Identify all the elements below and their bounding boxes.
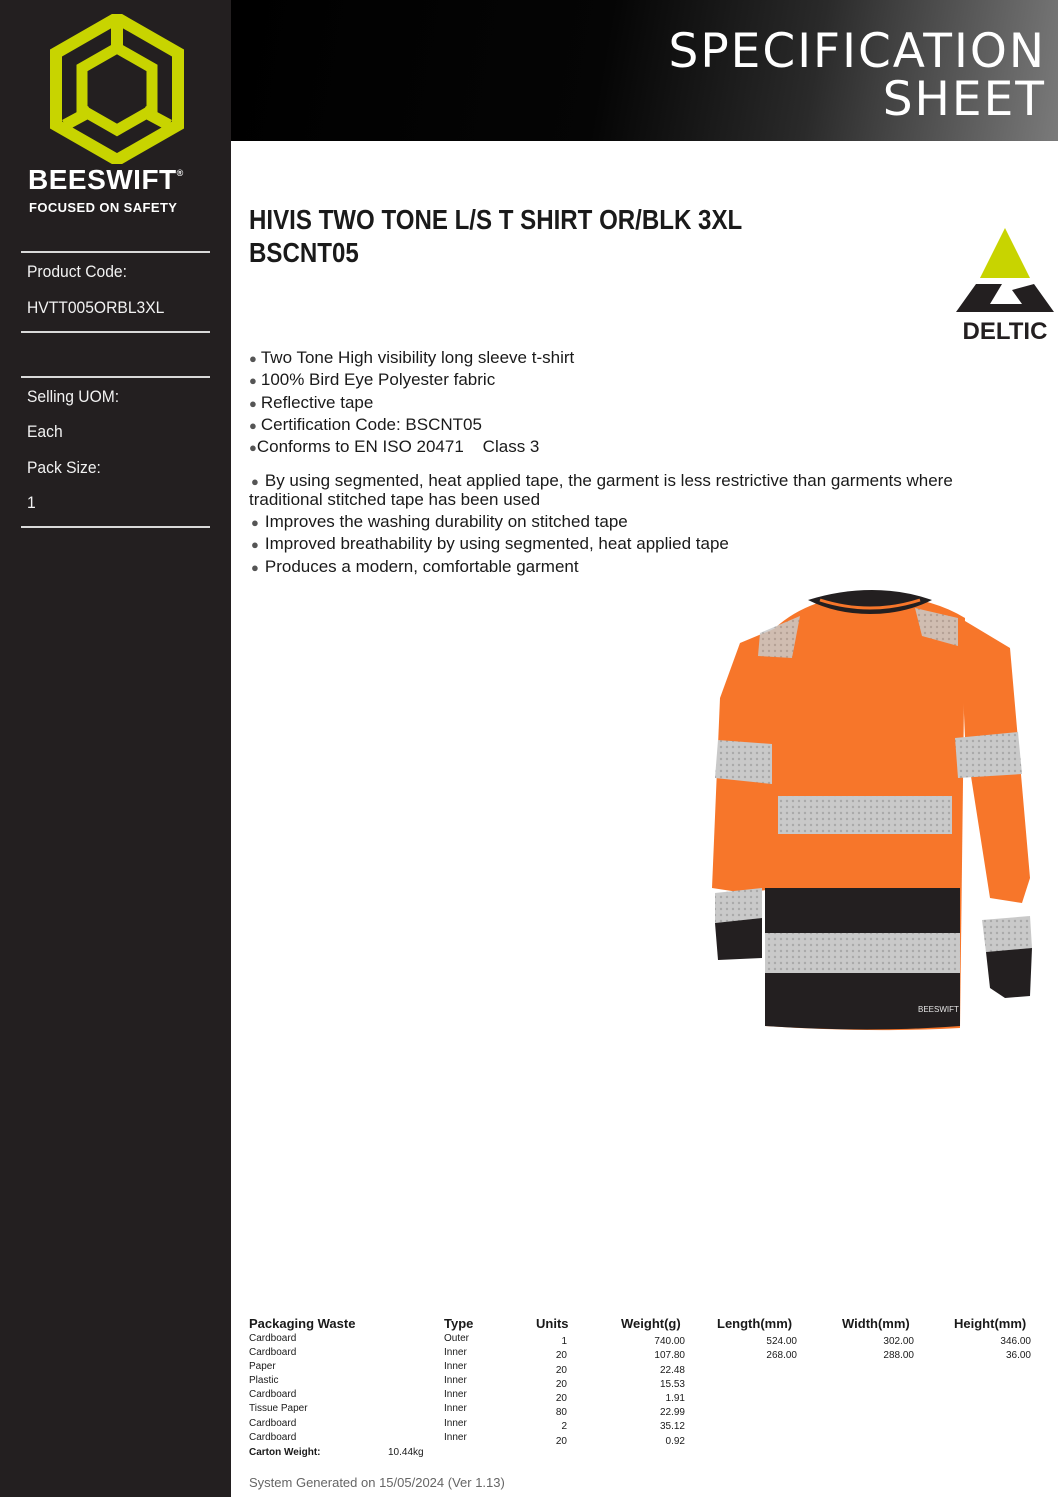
list-item: ● Produces a modern, comfortable garment bbox=[251, 556, 579, 576]
list-item: ● Reflective tape bbox=[249, 392, 374, 412]
width-cell: 288.00 bbox=[883, 1350, 914, 1361]
pack-size-label: Pack Size: bbox=[27, 458, 101, 477]
list-item: ● Two Tone High visibility long sleeve t-shirt bbox=[249, 348, 575, 367]
page-title: SPECIFICATION SHEET bbox=[668, 24, 1046, 127]
weight-cell: 1.91 bbox=[665, 1393, 685, 1404]
weight-cell: 107.80 bbox=[654, 1350, 685, 1361]
weight-cell: 22.99 bbox=[659, 1407, 685, 1418]
column-header: Height(mm) bbox=[954, 1316, 1027, 1331]
divider bbox=[21, 251, 210, 253]
units-cell: 20 bbox=[555, 1436, 567, 1447]
product-code-label: Product Code: bbox=[27, 262, 127, 281]
weight-cell: 740.00 bbox=[654, 1336, 685, 1347]
carton-weight-label: Carton Weight: bbox=[249, 1447, 321, 1458]
product-code-value: HVTT005ORBL3XL bbox=[27, 298, 165, 317]
type-cell: Inner bbox=[444, 1418, 467, 1429]
divider bbox=[21, 526, 210, 528]
type-cell: Inner bbox=[444, 1361, 467, 1372]
weight-cell: 22.48 bbox=[659, 1365, 685, 1376]
column-header: Packaging Waste bbox=[249, 1316, 356, 1331]
feature-list-extra bbox=[249, 472, 1029, 580]
type-cell: Inner bbox=[444, 1375, 467, 1386]
selling-uom-label: Selling UOM: bbox=[27, 387, 120, 406]
brand-name: BEESWIFT® bbox=[28, 164, 184, 195]
carton-weight-value: 10.44kg bbox=[388, 1447, 424, 1458]
height-cell: 36.00 bbox=[1005, 1350, 1031, 1361]
column-header: Width(mm) bbox=[842, 1316, 910, 1331]
width-cell: 302.00 bbox=[883, 1336, 914, 1347]
units-cell: 2 bbox=[561, 1421, 567, 1432]
selling-uom-value: Each bbox=[27, 422, 63, 441]
brand-tagline: FOCUSED ON SAFETY bbox=[29, 200, 178, 215]
feature-list bbox=[249, 347, 1029, 458]
units-cell: 20 bbox=[555, 1365, 567, 1376]
type-cell: Outer bbox=[444, 1333, 470, 1344]
material-cell: Paper bbox=[249, 1361, 276, 1372]
material-cell: Tissue Paper bbox=[249, 1403, 308, 1414]
list-item: ● Improves the washing durability on stitched tape bbox=[251, 511, 628, 531]
svg-text:BEESWIFT: BEESWIFT bbox=[918, 1005, 959, 1014]
length-cell: 524.00 bbox=[766, 1336, 797, 1347]
divider bbox=[21, 331, 210, 333]
column-header: Type bbox=[444, 1316, 474, 1331]
material-cell: Cardboard bbox=[249, 1432, 297, 1443]
sidebar bbox=[0, 0, 231, 1497]
list-item: ●Conforms to EN ISO 20471 Class 3 bbox=[249, 437, 540, 457]
material-cell: Cardboard bbox=[249, 1347, 297, 1358]
column-header: Weight(g) bbox=[621, 1316, 681, 1331]
units-cell: 80 bbox=[555, 1407, 567, 1418]
list-item: ● By using segmented, heat applied tape, the garment is less restrictive than garments where traditional stitched tape has been used bbox=[249, 471, 953, 509]
type-cell: Inner bbox=[444, 1347, 467, 1358]
material-cell: Plastic bbox=[249, 1375, 279, 1386]
length-cell: 268.00 bbox=[766, 1350, 797, 1361]
column-header: Length(mm) bbox=[717, 1316, 793, 1331]
list-item: ● 100% Bird Eye Polyester fabric bbox=[249, 370, 496, 390]
type-cell: Inner bbox=[444, 1432, 467, 1443]
list-item: ● Improved breathability by using segmented, heat applied tape bbox=[251, 534, 729, 553]
material-cell: Cardboard bbox=[249, 1389, 297, 1400]
pack-size-value: 1 bbox=[27, 493, 36, 512]
product-title: HIVIS TWO TONE L/S T SHIRT OR/BLK 3XL BSCNT05 bbox=[249, 204, 743, 268]
system-generated-note: System Generated on 15/05/2024 (Ver 1.13) bbox=[249, 1475, 505, 1490]
weight-cell: 0.92 bbox=[665, 1436, 685, 1447]
height-cell: 346.00 bbox=[1000, 1336, 1031, 1347]
divider bbox=[21, 376, 210, 378]
type-cell: Inner bbox=[444, 1389, 467, 1400]
material-cell: Cardboard bbox=[249, 1333, 297, 1344]
svg-text:DELTIC: DELTIC bbox=[962, 318, 1048, 344]
weight-cell: 15.53 bbox=[659, 1379, 685, 1390]
product-image bbox=[700, 588, 1040, 1038]
deltic-logo-icon bbox=[954, 226, 1056, 344]
units-cell: 1 bbox=[561, 1336, 567, 1347]
units-cell: 20 bbox=[555, 1350, 567, 1361]
material-cell: Cardboard bbox=[249, 1418, 297, 1429]
column-header: Units bbox=[536, 1316, 569, 1331]
type-cell: Inner bbox=[444, 1403, 467, 1414]
units-cell: 20 bbox=[555, 1379, 567, 1390]
units-cell: 20 bbox=[555, 1393, 567, 1404]
list-item: ● Certification Code: BSCNT05 bbox=[249, 414, 482, 434]
weight-cell: 35.12 bbox=[659, 1421, 685, 1432]
